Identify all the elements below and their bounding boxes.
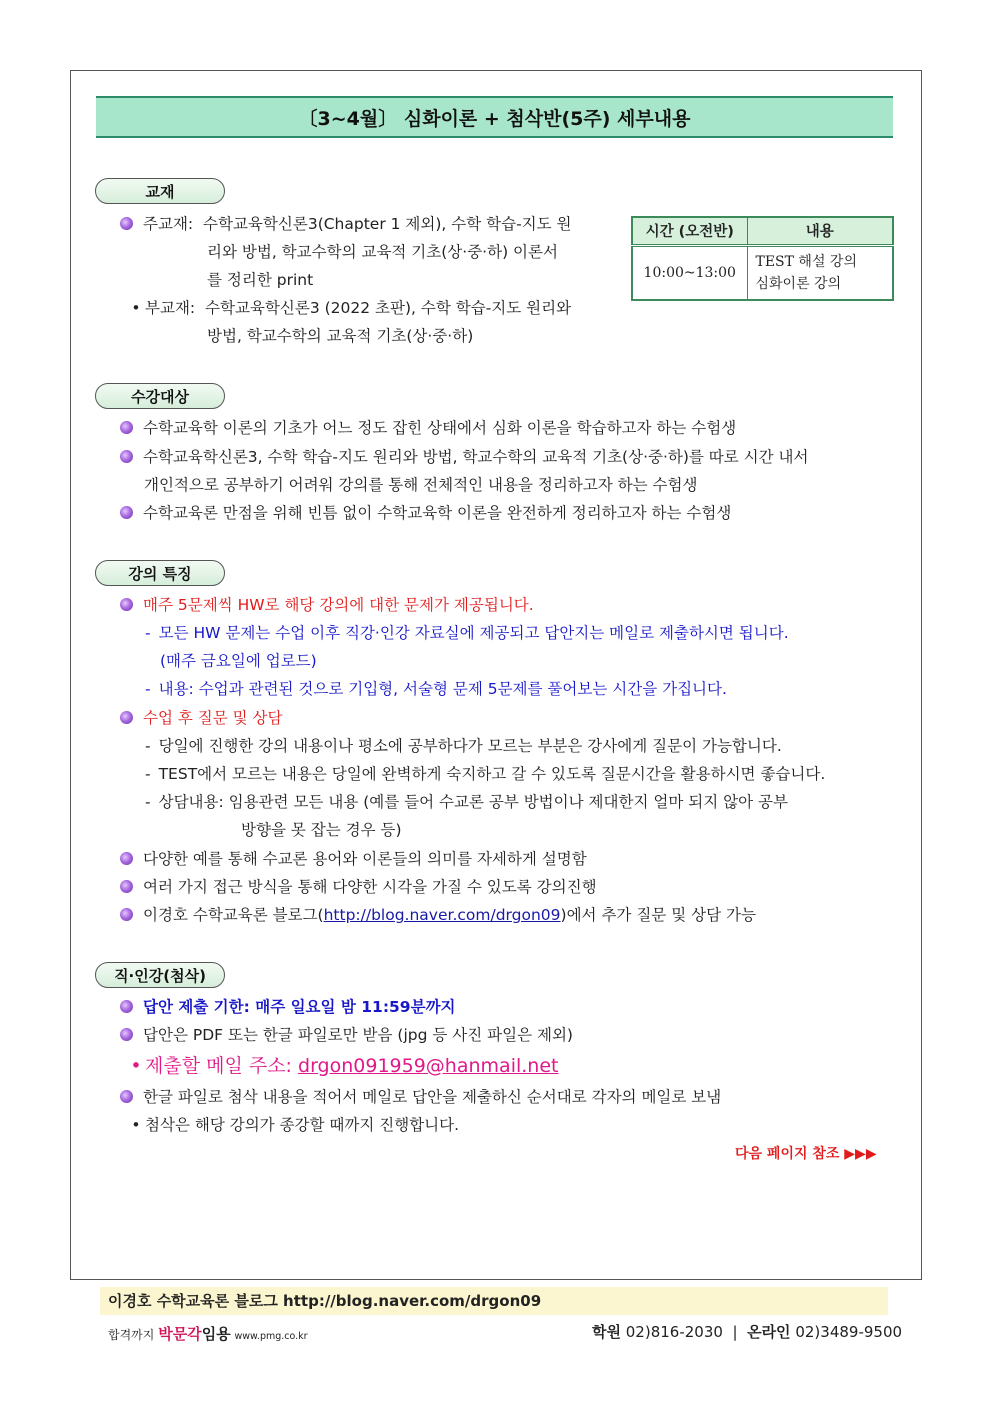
qa-detail: - TEST에서 모르는 내용은 당일에 완벽하게 숙지하고 갈 수 있도록 질문시간을 활용하시면 좋습니다. (145, 765, 826, 783)
email-line: • 제출할 메일 주소: drgon091959@hanmail.net (130, 1055, 559, 1077)
qa-detail: 방향을 못 잡는 경우 등) (241, 821, 402, 839)
hw-detail: - 내용: 수업과 관련된 것으로 기입형, 서술형 문제 5문제를 풀어보는 시간을 가집니다. (145, 680, 727, 698)
bullet-icon (120, 711, 133, 724)
bullet-icon (120, 598, 133, 611)
qa-detail: - 당일에 진행한 강의 내용이나 평소에 공부하다가 모르는 부분은 강사에게 질문이 가능합니다. (145, 737, 782, 755)
sub-textbook-line: • 부교재: 수학교육학신론3 (2022 초판), 수학 학습-지도 원리와 (131, 299, 572, 317)
bullet-icon (120, 908, 133, 921)
schedule-content: TEST 해설 강의 심화이론 강의 (747, 245, 893, 300)
list-item: 수학교육학 이론의 기초가 어느 정도 잡힌 상태에서 심화 이론을 학습하고자 하는 수험생 (120, 414, 736, 442)
next-page-note: 다음 페이지 참조 ▶▶▶ (735, 1146, 877, 1162)
main-textbook-line: 를 정리한 print (207, 271, 314, 289)
schedule-header-time: 시간 (오전반) (632, 217, 747, 245)
format-note: 답안은 PDF 또는 한글 파일로만 받음 (jpg 등 사진 파일은 제외) (120, 1021, 573, 1049)
footer-phones: 학원 02)816-2030 | 온라인 02)3489-9500 (592, 1323, 903, 1341)
period-note: • 첨삭은 해당 강의가 종강할 때까지 진행합니다. (131, 1116, 460, 1134)
blog-link[interactable]: http://blog.naver.com/drgon09 (323, 906, 561, 924)
bullet-icon (120, 880, 133, 893)
bullet-icon (120, 421, 133, 434)
deadline: 답안 제출 기한: 매주 일요일 밤 11:59분까지 (120, 993, 456, 1021)
publisher-logo: 합격까지 박문각임용 www.pmg.co.kr (108, 1325, 308, 1343)
section-label-features: 강의 특징 (95, 560, 225, 586)
schedule-time: 10:00~13:00 (632, 245, 747, 300)
section-label-correction: 직·인강(첨삭) (95, 962, 225, 988)
bullet-icon (120, 217, 133, 230)
hw-detail: (매주 금요일에 업로드) (160, 652, 317, 670)
hw-detail: - 모든 HW 문제는 수업 이후 직강·인강 자료실에 제공되고 답안지는 메일로 제출하시면 됩니다. (145, 624, 789, 642)
sub-textbook-line: 방법, 학교수학의 교육적 기초(상·중·하) (207, 327, 474, 345)
hw-title: 매주 5문제씩 HW로 해당 강의에 대한 문제가 제공됩니다. (120, 591, 534, 619)
list-item: 수학교육론 만점을 위해 빈틈 없이 수학교육학 이론을 완전하게 정리하고자 하는 수험생 (120, 499, 731, 527)
bullet-icon (120, 1000, 133, 1013)
bullet-icon (120, 852, 133, 865)
list-item: 다양한 예를 통해 수교론 용어와 이론들의 의미를 자세하게 설명함 (120, 845, 587, 873)
qa-title: 수업 후 질문 및 상담 (120, 704, 283, 732)
footer-blog: 이경호 수학교육론 블로그 http://blog.naver.com/drgon09 (100, 1287, 888, 1315)
section-label-audience: 수강대상 (95, 383, 225, 409)
main-textbook-line: 리와 방법, 학교수학의 교육적 기초(상·중·하) 이론서 (207, 243, 558, 261)
list-item: 이경호 수학교육론 블로그(http://blog.naver.com/drgon09)에서 추가 질문 및 상담 가능 (120, 901, 756, 929)
page-title: 〔3~4월〕 심화이론 + 첨삭반(5주) 세부내용 (96, 96, 893, 138)
email-link[interactable]: drgon091959@hanmail.net (298, 1055, 559, 1077)
main-textbook-line: 주교재: 수학교육학신론3(Chapter 1 제외), 수학 학습-지도 원 (120, 210, 572, 238)
process-note: 한글 파일로 첨삭 내용을 적어서 메일로 답안을 제출하신 순서대로 각자의 메일로 보냄 (120, 1083, 721, 1111)
bullet-icon (120, 1090, 133, 1103)
bullet-icon (120, 1028, 133, 1041)
bullet-icon (120, 506, 133, 519)
list-item: 여러 가지 접근 방식을 통해 다양한 시각을 가질 수 있도록 강의진행 (120, 873, 597, 901)
list-item: 개인적으로 공부하기 어려워 강의를 통해 전체적인 내용을 정리하고자 하는 수험생 (144, 476, 698, 494)
qa-detail: - 상담내용: 임용관련 모든 내용 (예를 들어 수교론 공부 방법이나 제대한지 얼마 되지 않아 공부 (145, 793, 788, 811)
section-label-textbook: 교재 (95, 178, 225, 204)
schedule-table (631, 216, 894, 301)
schedule-header-content: 내용 (747, 217, 893, 245)
bullet-icon (120, 450, 133, 463)
list-item: 수학교육학신론3, 수학 학습-지도 원리와 방법, 학교수학의 교육적 기초(상·중·하)를 따로 시간 내서 (120, 443, 809, 471)
